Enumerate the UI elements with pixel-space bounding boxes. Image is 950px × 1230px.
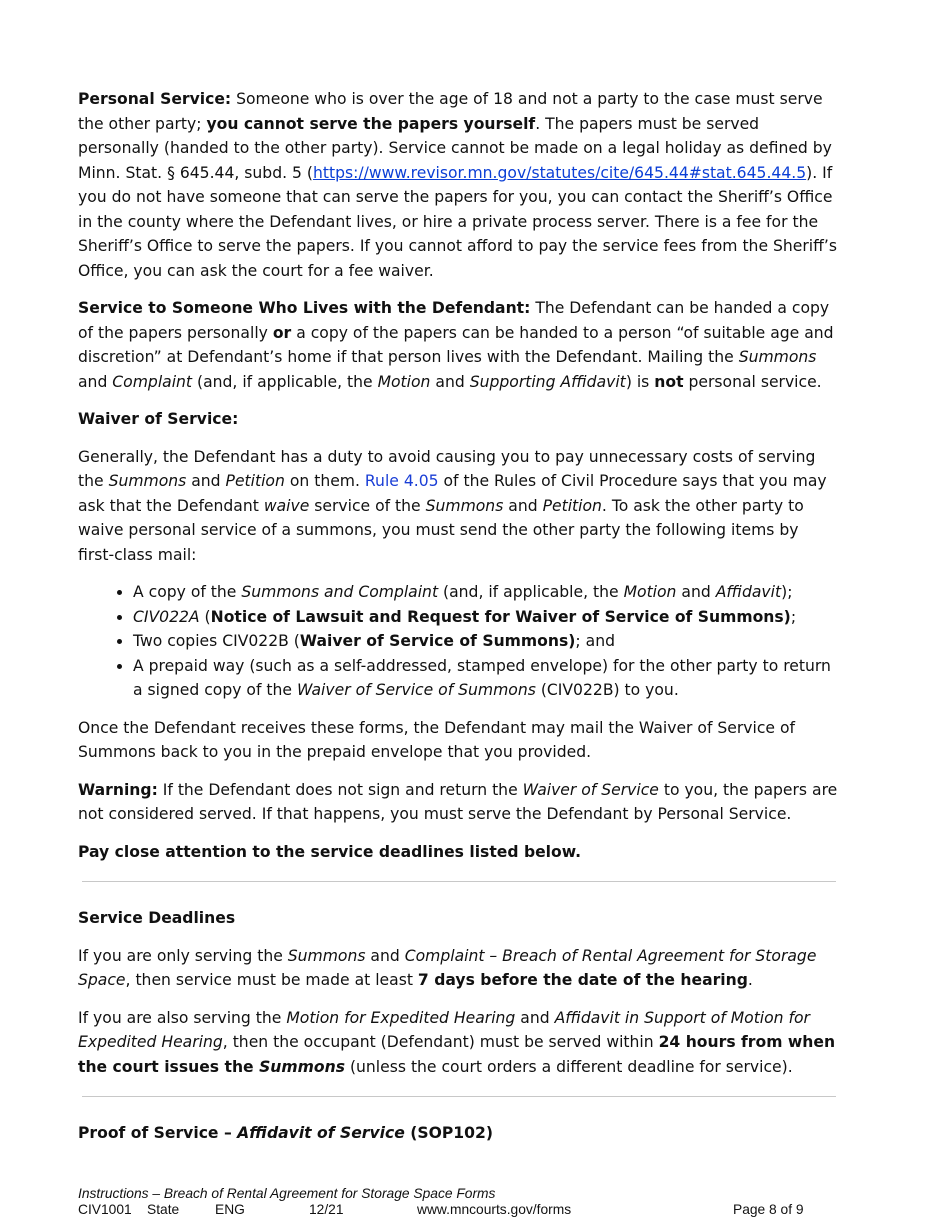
list-item (133, 605, 838, 630)
text: A copy of the (133, 583, 242, 601)
italic-text: Petition (542, 496, 602, 515)
text: ) is (625, 372, 655, 391)
text: . (747, 971, 753, 989)
bold-text (259, 1058, 345, 1076)
footer-title-row (78, 1186, 838, 1202)
text: and (186, 472, 226, 490)
bold-text: or (272, 323, 292, 342)
text: , then the occupant (Defendant) must be served within (222, 1033, 659, 1051)
deadline-paragraph-1 (78, 944, 838, 993)
text: and (365, 946, 405, 965)
footer-page-number: Page 8 of 9 (733, 1202, 804, 1217)
italic-text: Supporting Affidavit (469, 372, 626, 391)
bold-text: (SOP102) (404, 1124, 493, 1142)
italic-text: Summons (425, 496, 504, 515)
revisor-statute-link[interactable]: https://www.revisor.mn.gov/statutes/cite/645.44#stat.645.44.5 (312, 163, 807, 182)
text: a copy of the papers can be handed to a person “of suitable age and discretion” at Defendant’s home if that person lives with the Defendant. Mailing the (78, 323, 834, 366)
text: The Defendant can be handed a copy of the papers personally (78, 299, 830, 342)
waiver-paragraph (78, 445, 838, 568)
waiver-return-paragraph: Once the Defendant receives these forms, the Defendant may mail the Waiver of Service of Summons back to you in the prepaid envelope that you provided. (78, 718, 796, 761)
text: and (430, 372, 470, 391)
bold-text: Proof of Service – (78, 1124, 238, 1142)
text: personal service. (683, 372, 822, 391)
footer-date: 12/21 (309, 1202, 344, 1217)
italic-text: Motion (377, 372, 431, 391)
text: If the Defendant does not sign and return the (157, 780, 523, 799)
attention-note (78, 840, 838, 865)
page-content (78, 87, 838, 1159)
text: ( (199, 607, 211, 626)
text: (CIV022B) to you. (535, 681, 679, 699)
text: and (503, 496, 543, 515)
footer-jurisdiction: State (147, 1202, 180, 1217)
bold-text: Pay close attention to the service deadlines listed below. (78, 842, 582, 861)
personal-service-paragraph (78, 87, 838, 283)
footer-url: www.mncourts.gov/forms (417, 1202, 572, 1217)
waiver-heading (78, 407, 838, 432)
italic-text: Motion (623, 583, 677, 601)
text: (and, if applicable, the (192, 372, 378, 391)
footer-language: ENG (215, 1202, 245, 1217)
text: ; (790, 607, 797, 626)
heading-text: Service Deadlines (78, 909, 236, 927)
text: ; and (575, 632, 615, 650)
italic-text: Motion for Expedited Hearing (286, 1008, 516, 1027)
italic-text: Summons (738, 348, 817, 366)
italic-text: CIV022A (133, 607, 200, 626)
section-divider (82, 1096, 836, 1097)
bold-text: 7 days before the date of the hearing (417, 971, 748, 989)
italic-text: Affidavit of Service (237, 1124, 405, 1142)
text: and (676, 583, 716, 601)
italic-text: Summons (259, 1057, 345, 1076)
someone-lives-paragraph (78, 296, 838, 394)
page-footer (78, 1186, 838, 1218)
italic-text: Complaint (112, 372, 193, 391)
bold-text: Notice of Lawsuit and Request for Waiver of Service of Summons) (210, 607, 791, 626)
text: Someone who is over the age of 18 and not a party to the case must serve the other party; (78, 90, 823, 133)
waiver-items-list (78, 580, 838, 703)
italic-text: Summons (108, 472, 187, 490)
list-item (133, 580, 838, 605)
italic-text: Waiver of Service of Summons (296, 681, 536, 699)
bold-text: 24 hours from when the court issues the (78, 1033, 836, 1076)
italic-text: Summons and Complaint (241, 583, 439, 601)
footer-title: Instructions – Breach of Rental Agreement for Storage Space Forms (78, 1186, 496, 1201)
section-divider (82, 881, 836, 882)
warning-label: Warning: (78, 780, 158, 799)
text: and (515, 1008, 555, 1027)
text: (and, if applicable, the (438, 583, 624, 601)
heading-text: Waiver of Service: (78, 410, 239, 428)
text: ); (781, 583, 793, 601)
text: . The papers must be served personally (handed to the other party). Service cannot be made on a legal holiday as defined by Minn. Stat. § 645.44, subd. 5 ( (78, 114, 832, 182)
text: and (78, 372, 113, 391)
deadline-paragraph-2 (78, 1006, 838, 1080)
warning-paragraph (78, 778, 838, 827)
personal-service-heading: Personal Service: (78, 90, 232, 108)
italic-text: waive (263, 496, 310, 515)
footer-form-code: CIV1001 (78, 1202, 132, 1217)
bold-text (237, 1124, 405, 1142)
service-deadlines-heading (78, 906, 838, 931)
bold-text: you cannot serve the papers yourself (206, 114, 536, 133)
text: A prepaid way (such as a self-addressed, stamped envelope) for the other party to return a signed copy of the (133, 656, 831, 699)
someone-lives-heading: Service to Someone Who Lives with the Defendant: (78, 299, 531, 317)
bold-text: not (654, 372, 684, 391)
text: . To ask the other party to waive personal service of a summons, you must send the other party the following items by first-class mail: (78, 496, 804, 564)
italic-text: Affidavit (715, 583, 782, 601)
text: ). If you do not have someone that can serve the papers for you, you can contact the Sheriff’s Office in the county where the Defendant lives, or hire a private process server. There is a fee for the Sheriff’s Office to serve the papers. If you cannot afford to pay the service fees from the Sheriff’s Office, you can ask the court for a fee waiver. (78, 163, 837, 280)
text: on them. (284, 472, 365, 490)
text: , then service must be made at least (125, 971, 418, 989)
text: If you are also serving the (78, 1008, 287, 1027)
list-item (133, 629, 838, 654)
text: Generally, the Defendant has a duty to avoid causing you to pay unnecessary costs of serving the (78, 447, 816, 490)
rule-405-link[interactable]: Rule 4.05 (364, 472, 439, 490)
text: to you, the papers are not considered served. If that happens, you must serve the Defendant by Personal Service. (78, 780, 838, 823)
text: If you are only serving the (78, 946, 288, 965)
list-item (133, 654, 838, 703)
proof-of-service-heading (78, 1121, 838, 1146)
footer-info-row (78, 1202, 838, 1218)
italic-text: Waiver of Service (522, 780, 659, 799)
italic-text: Summons (287, 946, 366, 965)
italic-text: Petition (225, 472, 285, 490)
italic-text: Affidavit in Support of Motion for Expedited Hearing (78, 1008, 810, 1051)
text: service of the (309, 496, 426, 515)
bold-text: Waiver of Service of Summons) (299, 632, 576, 650)
italic-text: Complaint – Breach of Rental Agreement for Storage Space (78, 946, 817, 989)
text: (unless the court orders a different deadline for service). (345, 1057, 793, 1076)
text: of the Rules of Civil Procedure says that you may ask that the Defendant (78, 472, 827, 515)
text: Two copies CIV022B ( (133, 632, 300, 650)
